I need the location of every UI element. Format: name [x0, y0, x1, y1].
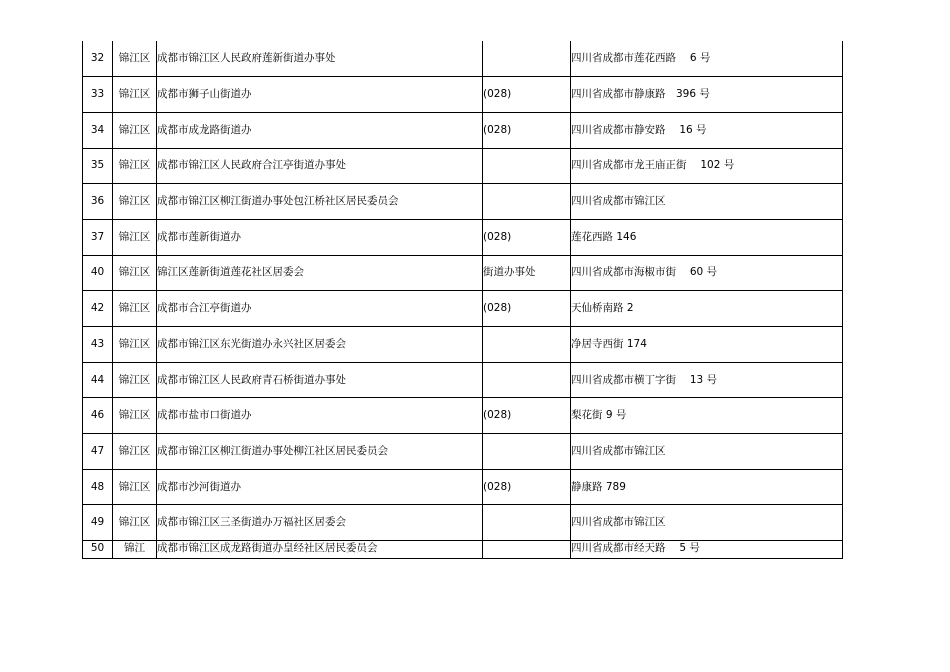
- district-cell: 锦江区: [113, 184, 157, 220]
- address-cell: 莲花西路 146: [571, 219, 843, 255]
- organization-name: 成都市成龙路街道办: [157, 112, 483, 148]
- phone-cell: [483, 541, 571, 559]
- address-cell: 四川省成都市龙王庙正街 102 号: [571, 148, 843, 184]
- address-cell: 四川省成都市海椒市街 60 号: [571, 255, 843, 291]
- phone-cell: [483, 362, 571, 398]
- organization-name: 成都市沙河街道办: [157, 469, 483, 505]
- row-number: 47: [83, 434, 113, 470]
- district-cell: 锦江区: [113, 291, 157, 327]
- address-cell: 四川省成都市锦江区: [571, 184, 843, 220]
- phone-cell: [483, 327, 571, 363]
- organization-name: 成都市盐市口街道办: [157, 398, 483, 434]
- district-cell: 锦江区: [113, 255, 157, 291]
- table-row: [83, 434, 843, 470]
- row-number: 42: [83, 291, 113, 327]
- phone-cell: (028): [483, 469, 571, 505]
- row-number: 44: [83, 362, 113, 398]
- district-cell: 锦江: [113, 541, 157, 559]
- address-cell: 四川省成都市静康路 396 号: [571, 77, 843, 113]
- phone-cell: (028): [483, 219, 571, 255]
- table-row: [83, 184, 843, 220]
- address-table: [82, 41, 843, 559]
- phone-cell: [483, 41, 571, 77]
- organization-name: 成都市锦江区柳江街道办事处包江桥社区居民委员会: [157, 184, 483, 220]
- district-cell: 锦江区: [113, 362, 157, 398]
- district-cell: 锦江区: [113, 434, 157, 470]
- address-cell: 天仙桥南路 2: [571, 291, 843, 327]
- table-row: [83, 148, 843, 184]
- table-row: [83, 505, 843, 541]
- district-cell: 锦江区: [113, 469, 157, 505]
- row-number: 43: [83, 327, 113, 363]
- phone-cell: (028): [483, 77, 571, 113]
- organization-name: 锦江区莲新街道莲花社区居委会: [157, 255, 483, 291]
- table-row: [83, 41, 843, 77]
- row-number: 36: [83, 184, 113, 220]
- phone-cell: 街道办事处: [483, 255, 571, 291]
- district-cell: 锦江区: [113, 112, 157, 148]
- address-cell: 净居寺西街 174: [571, 327, 843, 363]
- row-number: 35: [83, 148, 113, 184]
- organization-name: 成都市锦江区人民政府青石桥街道办事处: [157, 362, 483, 398]
- organization-name: 成都市锦江区人民政府合江亭街道办事处: [157, 148, 483, 184]
- row-number: 50: [83, 541, 113, 559]
- phone-cell: [483, 184, 571, 220]
- district-cell: 锦江区: [113, 148, 157, 184]
- phone-cell: [483, 148, 571, 184]
- row-number: 33: [83, 77, 113, 113]
- table-body: [83, 41, 843, 559]
- district-cell: 锦江区: [113, 77, 157, 113]
- table-row: [83, 219, 843, 255]
- table-row: [83, 112, 843, 148]
- address-cell: 四川省成都市横丁字街 13 号: [571, 362, 843, 398]
- table-row: [83, 362, 843, 398]
- organization-name: 成都市锦江区成龙路街道办皇经社区居民委员会: [157, 541, 483, 559]
- address-cell: 梨花街 9 号: [571, 398, 843, 434]
- district-cell: 锦江区: [113, 219, 157, 255]
- address-cell: 四川省成都市经天路 5 号: [571, 541, 843, 559]
- phone-cell: (028): [483, 112, 571, 148]
- row-number: 34: [83, 112, 113, 148]
- address-cell: 四川省成都市静安路 16 号: [571, 112, 843, 148]
- organization-name: 成都市合江亭街道办: [157, 291, 483, 327]
- organization-name: 成都市狮子山街道办: [157, 77, 483, 113]
- phone-cell: [483, 505, 571, 541]
- row-number: 48: [83, 469, 113, 505]
- district-cell: 锦江区: [113, 398, 157, 434]
- district-cell: 锦江区: [113, 505, 157, 541]
- table-row: [83, 77, 843, 113]
- row-number: 32: [83, 41, 113, 77]
- organization-name: 成都市莲新街道办: [157, 219, 483, 255]
- row-number: 49: [83, 505, 113, 541]
- table-row: [83, 327, 843, 363]
- row-number: 46: [83, 398, 113, 434]
- organization-name: 成都市锦江区东光街道办永兴社区居委会: [157, 327, 483, 363]
- district-cell: 锦江区: [113, 41, 157, 77]
- address-cell: 四川省成都市锦江区: [571, 505, 843, 541]
- phone-cell: (028): [483, 398, 571, 434]
- district-cell: 锦江区: [113, 327, 157, 363]
- table-row: [83, 541, 843, 559]
- table-row: [83, 291, 843, 327]
- row-number: 37: [83, 219, 113, 255]
- phone-cell: [483, 434, 571, 470]
- table-row: [83, 398, 843, 434]
- organization-name: 成都市锦江区柳江街道办事处柳江社区居民委员会: [157, 434, 483, 470]
- address-cell: 四川省成都市锦江区: [571, 434, 843, 470]
- table-row: [83, 255, 843, 291]
- table-row: [83, 469, 843, 505]
- address-cell: 静康路 789: [571, 469, 843, 505]
- address-cell: 四川省成都市莲花西路 6 号: [571, 41, 843, 77]
- organization-name: 成都市锦江区人民政府莲新街道办事处: [157, 41, 483, 77]
- row-number: 40: [83, 255, 113, 291]
- organization-name: 成都市锦江区三圣街道办万福社区居委会: [157, 505, 483, 541]
- phone-cell: (028): [483, 291, 571, 327]
